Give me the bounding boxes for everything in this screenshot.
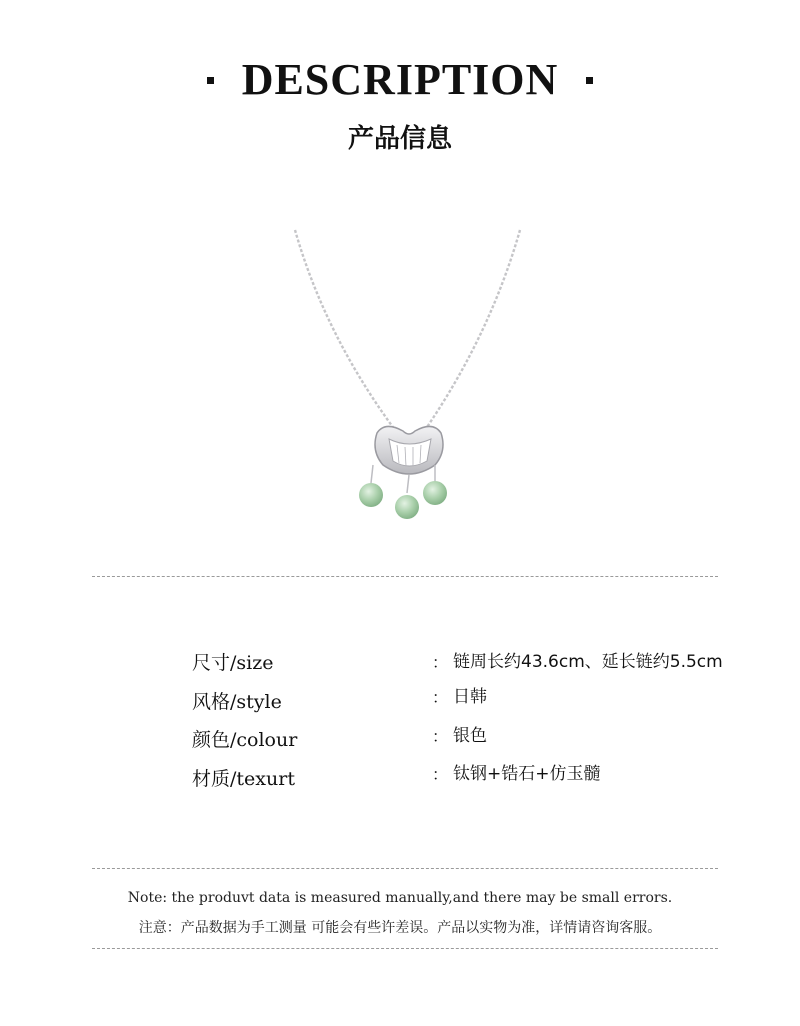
page-subtitle: 产品信息	[347, 124, 452, 154]
title-row	[0, 52, 800, 108]
spec-colon: ：	[432, 765, 449, 784]
spec-label-colour: 颜色/colour	[192, 729, 298, 751]
spec-value-size: 链周长约43.6cm、延长链约5.5cm	[453, 652, 723, 672]
page-title: DESCRIPTION	[241, 55, 559, 104]
spec-value-style: 日韩	[453, 687, 487, 707]
jade-bead-left	[359, 483, 383, 507]
chain-right	[425, 230, 520, 430]
chain-left	[295, 230, 395, 430]
spec-value-colour: 银色	[453, 726, 487, 746]
spec-colon: ：	[432, 727, 449, 746]
necklace-image	[285, 225, 525, 525]
note-english: Note: the produvt data is measured manually,and there may be small errors.	[127, 890, 673, 906]
spec-colon: ：	[432, 653, 449, 672]
spec-colon: ：	[432, 688, 449, 707]
title-right-dot	[586, 77, 593, 84]
jade-bead-middle	[395, 495, 419, 519]
spec-label-style: 风格/style	[192, 691, 282, 713]
spec-value-material: 钛钢+锆石+仿玉髓	[453, 764, 601, 784]
divider-top	[92, 576, 718, 577]
divider-note-top	[92, 868, 718, 869]
divider-note-bottom	[92, 948, 718, 949]
spec-label-material: 材质/texurt	[192, 768, 295, 790]
jade-bead-right	[423, 481, 447, 505]
spec-label-size: 尺寸/size	[192, 652, 274, 674]
note-chinese: 注意：产品数据为手工测量 可能会有些许差误。产品以实物为准，详情请咨询客服。	[138, 920, 662, 936]
title-left-dot	[207, 77, 214, 84]
